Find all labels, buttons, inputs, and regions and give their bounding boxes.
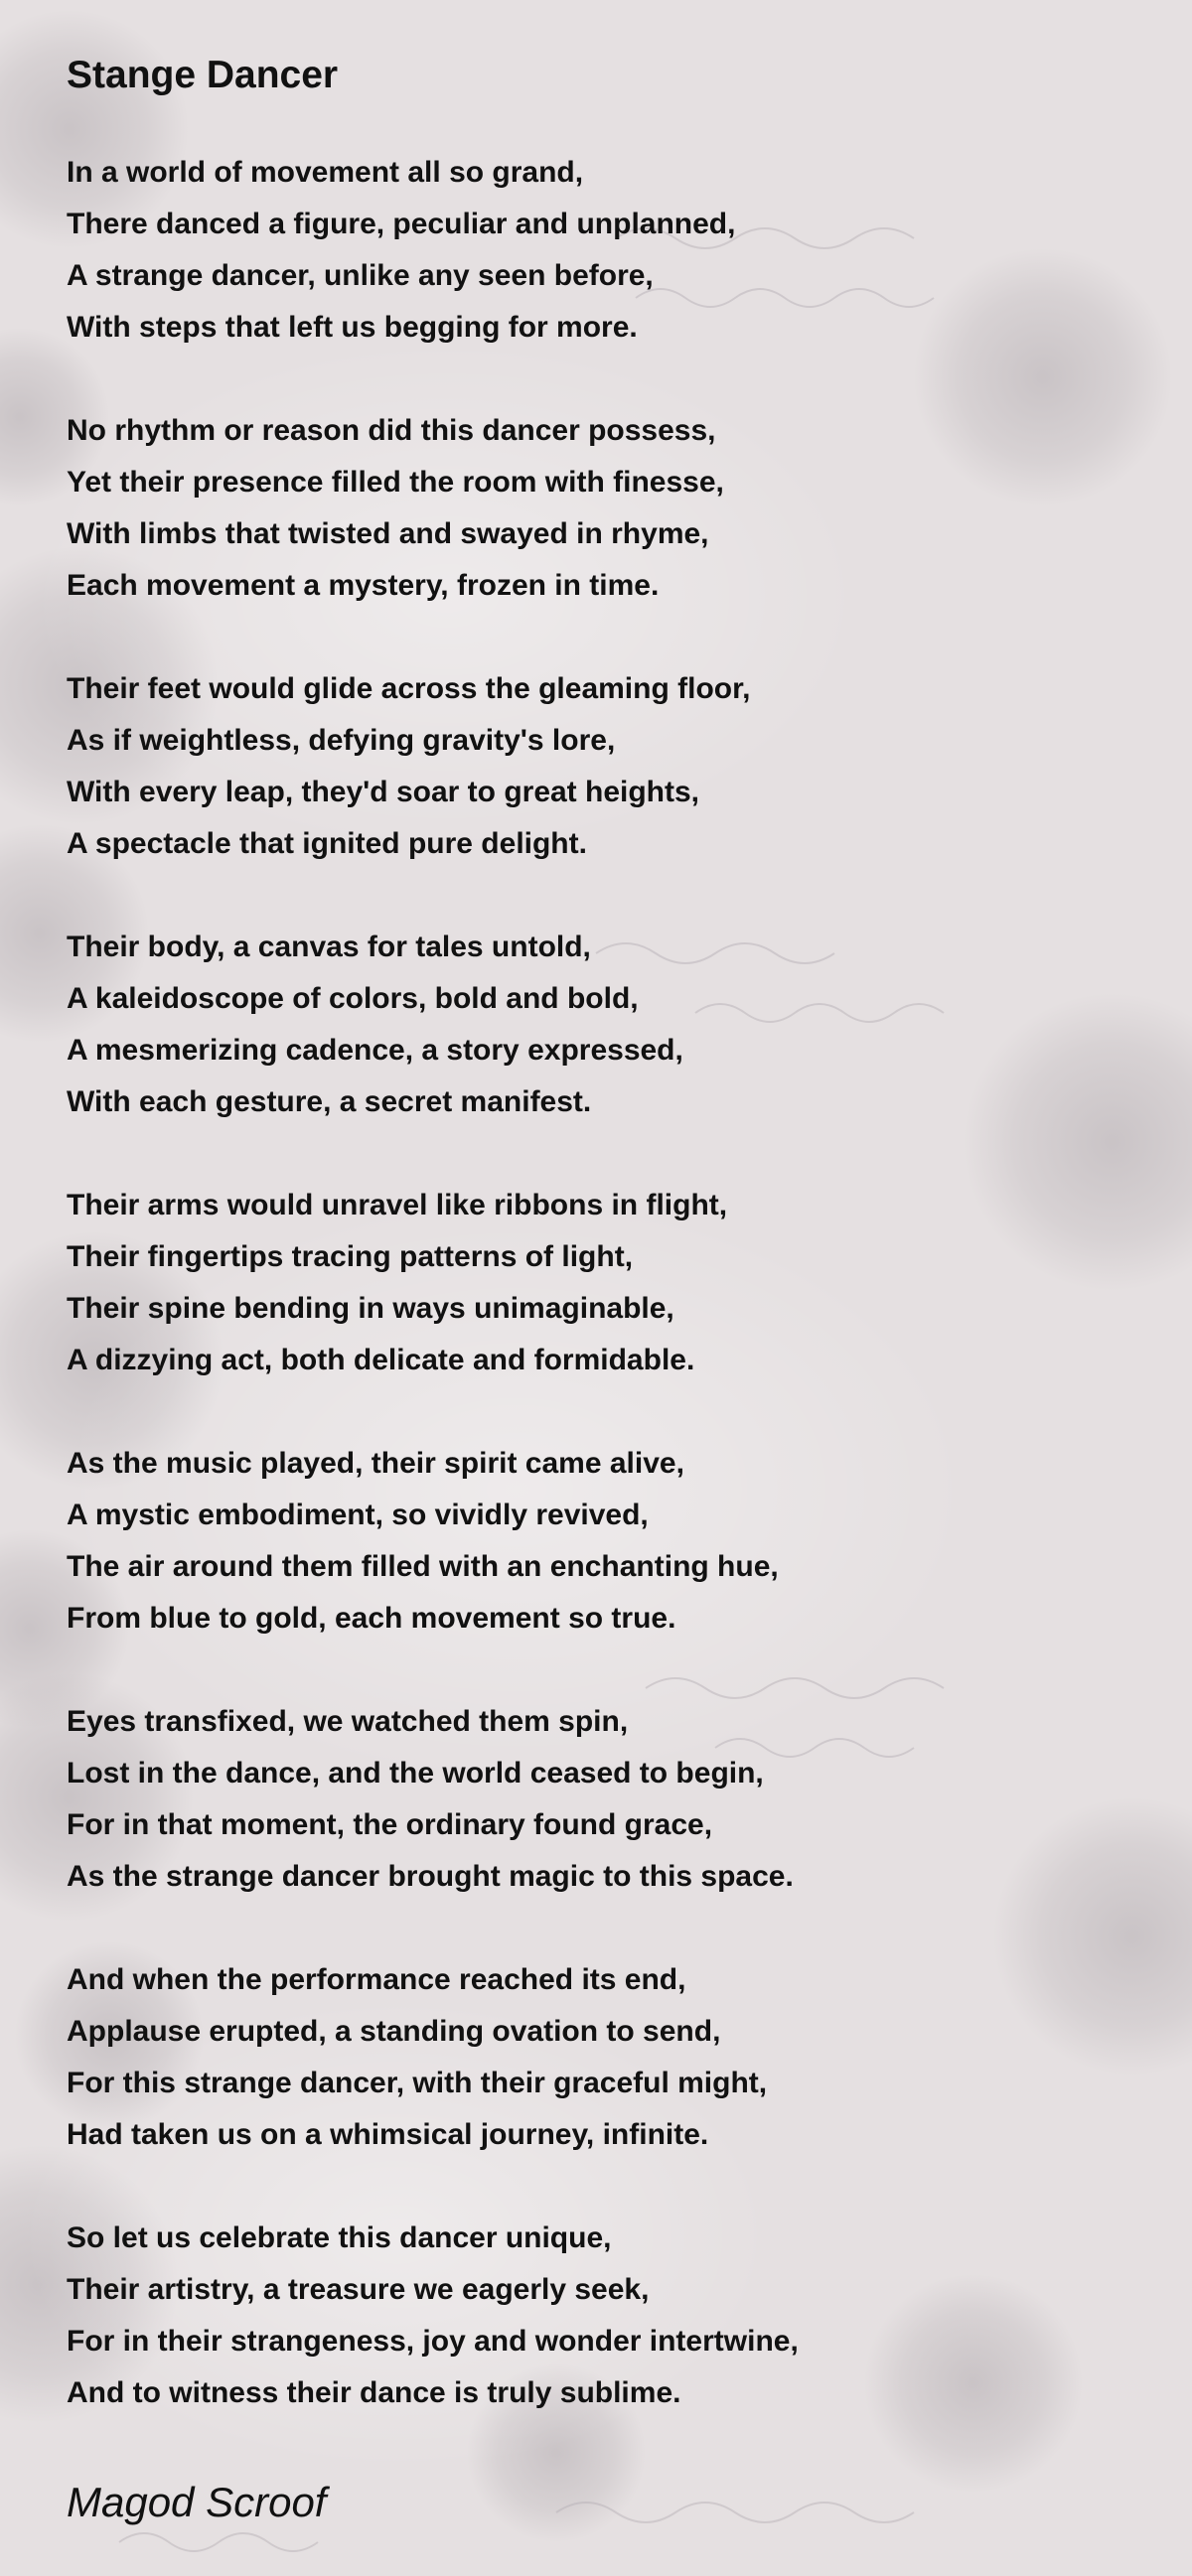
poem-line: Their spine bending in ways unimaginable,: [67, 1292, 674, 1325]
stanza-4: [67, 922, 1119, 1128]
poem-line: Their artistry, a treasure we eagerly seek,: [67, 2273, 650, 2306]
poem-line: No rhythm or reason did this dancer possess,: [67, 414, 716, 447]
stanza-9: [67, 2213, 1119, 2419]
poem-line: As the strange dancer brought magic to this space.: [67, 1860, 794, 1893]
poem-line: A mystic embodiment, so vividly revived,: [67, 1499, 649, 1531]
poem-line: A spectacle that ignited pure delight.: [67, 827, 587, 860]
poem-line: Eyes transfixed, we watched them spin,: [67, 1705, 629, 1738]
poem-line: Applause erupted, a standing ovation to send,: [67, 2015, 721, 2048]
stanza-3: [67, 663, 1119, 870]
poem-line: For in their strangeness, joy and wonder intertwine,: [67, 2325, 799, 2358]
poem-line: A mesmerizing cadence, a story expressed,: [67, 1034, 683, 1067]
poem-line: As if weightless, defying gravity's lore,: [67, 724, 616, 757]
poem-line: Their feet would glide across the gleaming floor,: [67, 672, 751, 705]
poem-author: Magod Scroof: [67, 2479, 327, 2525]
poem-line: A dizzying act, both delicate and formidable.: [67, 1344, 695, 1376]
poem-line: Their fingertips tracing patterns of light,: [67, 1240, 634, 1273]
poem-line: Their arms would unravel like ribbons in flight,: [67, 1189, 728, 1221]
poem-line: Their body, a canvas for tales untold,: [67, 930, 591, 963]
poem-line: With limbs that twisted and swayed in rhyme,: [67, 517, 709, 550]
poem-line: For this strange dancer, with their graceful might,: [67, 2067, 768, 2099]
poem-line: In a world of movement all so grand,: [67, 156, 584, 189]
poem-line: Had taken us on a whimsical journey, infinite.: [67, 2118, 709, 2151]
stanza-2: [67, 405, 1119, 612]
poem-body: [67, 147, 1119, 2419]
poem-line: From blue to gold, each movement so true.: [67, 1602, 676, 1635]
poem-line: Lost in the dance, and the world ceased to begin,: [67, 1757, 764, 1789]
poem-line: Each movement a mystery, frozen in time.: [67, 569, 660, 602]
poem-line: With each gesture, a secret manifest.: [67, 1085, 592, 1118]
stanza-7: [67, 1696, 1119, 1903]
poem-line: A strange dancer, unlike any seen before,: [67, 259, 654, 292]
poem-card: [67, 48, 1119, 2532]
poem-line: As the music played, their spirit came alive,: [67, 1447, 684, 1480]
poem-line: For in that moment, the ordinary found grace,: [67, 1808, 713, 1841]
poem-line: So let us celebrate this dancer unique,: [67, 2221, 612, 2254]
stanza-8: [67, 1954, 1119, 2161]
stanza-1: [67, 147, 1119, 354]
poem-line: A kaleidoscope of colors, bold and bold,: [67, 982, 639, 1015]
poem-line: The air around them filled with an enchanting hue,: [67, 1550, 779, 1583]
poem-line: And when the performance reached its end,: [67, 1963, 686, 1996]
poem-line: With every leap, they'd soar to great heights,: [67, 776, 700, 808]
poem-line: With steps that left us begging for more.: [67, 311, 638, 344]
stanza-5: [67, 1180, 1119, 1386]
poem-line: And to witness their dance is truly sublime.: [67, 2376, 681, 2409]
poem-title: Stange Dancer: [67, 54, 339, 96]
poem-line: Yet their presence filled the room with finesse,: [67, 466, 724, 499]
stanza-6: [67, 1438, 1119, 1645]
poem-line: There danced a figure, peculiar and unplanned,: [67, 208, 736, 240]
